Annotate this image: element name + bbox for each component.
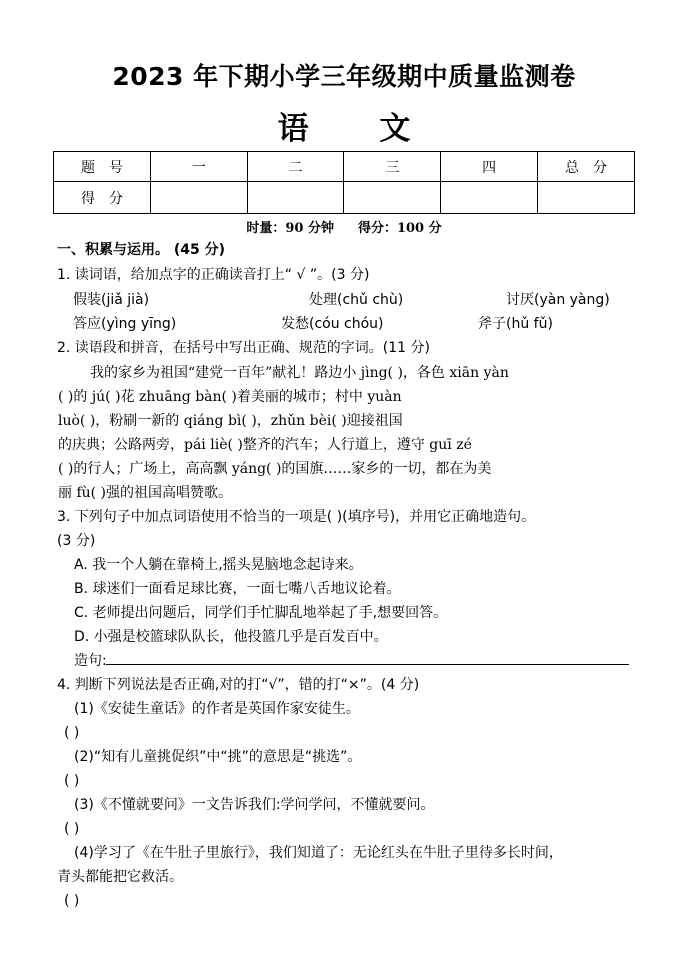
q1-item: 假装(jiǎ jià) [73, 292, 150, 308]
score-table-header-row [54, 152, 635, 182]
q4-answer-blank-2[interactable]: ( ) [64, 773, 80, 789]
q3-option-a: A. 我一个人躺在靠椅上,摇头晃脑地念起诗来。 [74, 557, 363, 573]
score-row-label: 得 分 [54, 182, 151, 214]
q1-stem: 1. 读词语，给加点字的正确读音打上“ √ ”。(3 分) [57, 267, 370, 283]
q2-passage-line: 我的家乡为祖国“建党一百年”献礼！路边小 jìng( )，各色 xiān yàn [90, 365, 509, 381]
q3-answer-line[interactable] [106, 664, 629, 665]
q4-item-4-continued: 青头都能把它救活。 [57, 869, 183, 885]
score-table [53, 151, 635, 214]
q4-item-1: (1)《安徒生童话》的作者是英国作家安徒生。 [74, 701, 360, 717]
q2-stem: 2. 读语段和拼音，在括号中写出正确、规范的字词。(11 分) [57, 340, 430, 356]
q2-passage-line: ( )的行人；广场上，高高飘 yáng( )的国旗……家乡的一切，都在为美 [58, 461, 492, 477]
q3-stem: 3. 下列句子中加点词语使用不恰当的一项是( )(填序号)，并用它正确地造句。 [57, 509, 536, 525]
q1-item: 发愁(cóu chóu) [281, 316, 384, 332]
exam-title: 2023 年下期小学三年级期中质量监测卷 [112, 62, 576, 91]
q1-item: 处理(chǔ chù) [309, 292, 404, 308]
q4-answer-blank-4[interactable]: ( ) [64, 893, 80, 909]
q3-option-d: D. 小强是校篮球队队长，他投篮几乎是百发百中。 [74, 629, 388, 645]
q2-passage-line: 丽 fù( )强的祖国高唱赞歌。 [58, 485, 233, 501]
q2-passage-line: 的庆典；公路两旁，pái liè( )整齐的汽车；人行道上，遵守 guī zé [58, 437, 472, 453]
score-cell-part3: 三 [344, 152, 441, 182]
score-entry-part2[interactable] [247, 182, 344, 214]
score-cell-label: 题 号 [54, 152, 151, 182]
q3-stem-score: (3 分) [57, 533, 96, 549]
score-cell-total: 总 分 [537, 152, 634, 182]
score-entry-part4[interactable] [441, 182, 538, 214]
q4-answer-blank-3[interactable]: ( ) [64, 821, 80, 837]
score-cell-part2: 二 [247, 152, 344, 182]
q4-item-2: (2)“知有儿童挑促织”中“挑”的意思是“挑选”。 [74, 749, 362, 765]
score-cell-part1: 一 [150, 152, 247, 182]
score-entry-part1[interactable] [150, 182, 247, 214]
exam-time: 时量：90 分钟 [246, 221, 334, 236]
q3-make-sentence-label: 造句: [74, 653, 107, 669]
q2-passage-line: ( )的 jú( )花 zhuāng bàn( )着美丽的城市；村中 yuàn [58, 389, 402, 405]
q4-answer-blank-1[interactable]: ( ) [64, 725, 80, 741]
exam-full-score: 得分：100 分 [357, 221, 442, 236]
score-table-score-row [54, 182, 635, 214]
q1-item: 斧子(hǔ fǔ) [478, 316, 553, 332]
score-entry-part3[interactable] [344, 182, 441, 214]
subject-title: 语 文 [277, 111, 441, 147]
section1-heading: 一、积累与运用。 (45 分) [57, 242, 226, 258]
score-cell-part4: 四 [441, 152, 538, 182]
q4-stem: 4. 判断下列说法是否正确,对的打“√”，错的打“×”。(4 分) [57, 677, 420, 693]
exam-info [0, 217, 688, 236]
q2-passage-line: luò( )，粉刷一新的 qiáng bì( )，zhǔn bèi( )迎接祖国 [58, 413, 403, 429]
q3-option-c: C. 老师提出问题后，同学们手忙脚乱地举起了手,想要回答。 [74, 605, 448, 621]
q3-option-b: B. 球迷们一面看足球比赛，一面七嘴八舌地议论着。 [74, 581, 401, 597]
q1-item: 讨厌(yàn yàng) [506, 292, 610, 308]
q4-item-4: (4)学习了《在牛肚子里旅行》，我们知道了：无论红头在牛肚子里待多长时间， [74, 845, 563, 861]
score-entry-total[interactable] [537, 182, 634, 214]
q4-item-3: (3)《不懂就要问》一文告诉我们:学问学问，不懂就要问。 [74, 797, 435, 813]
q1-item: 答应(yìng yīng) [73, 316, 177, 332]
